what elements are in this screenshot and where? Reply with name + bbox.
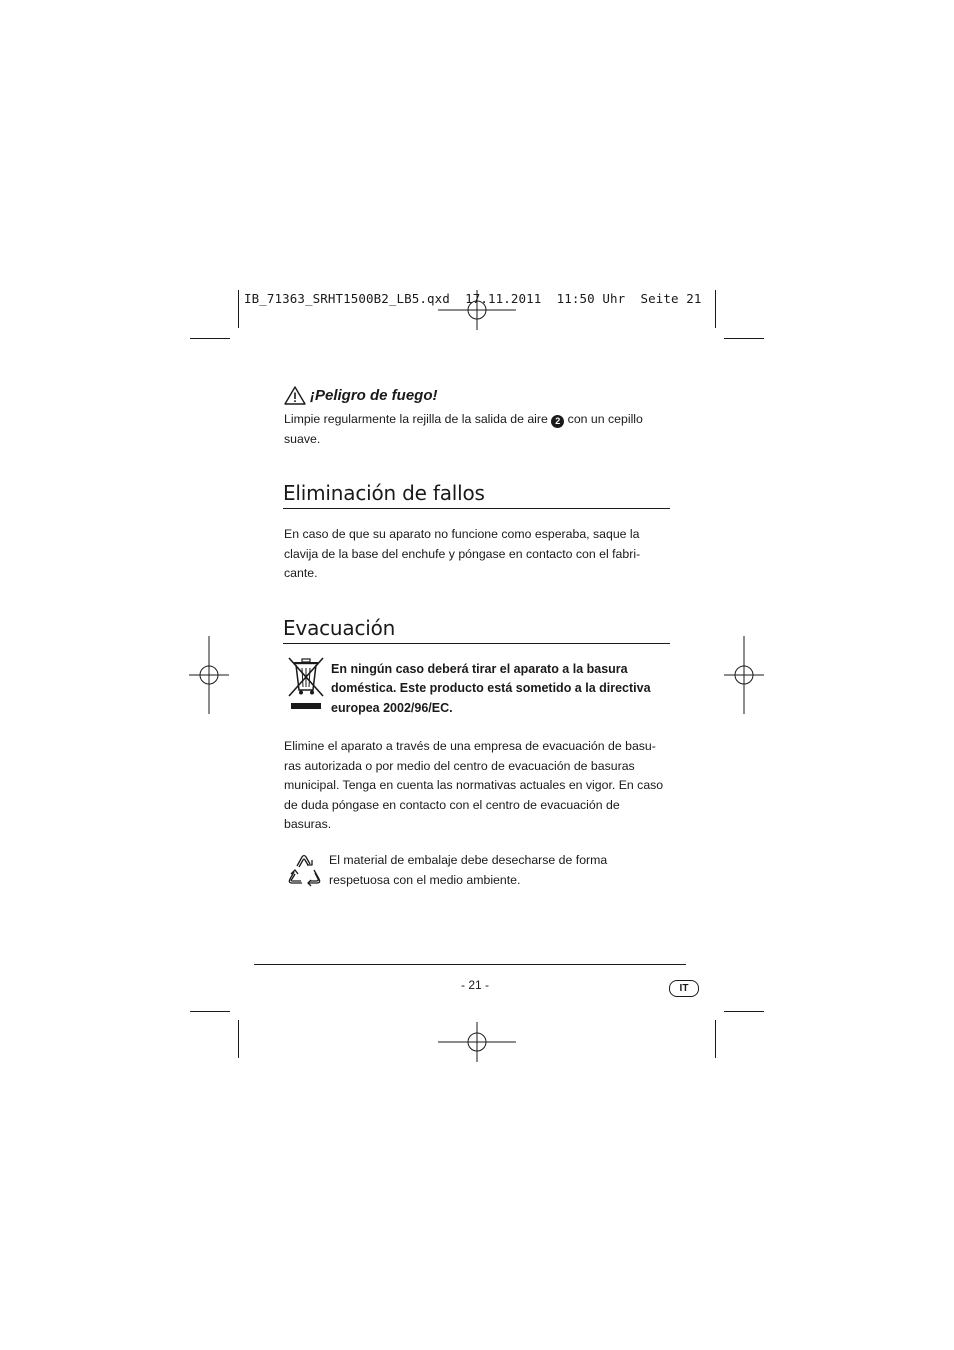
recycle-notice: El material de embalaje debe desecharse de forma respetuosa con el medio ambiente. (329, 853, 608, 887)
crop-mark (238, 1020, 239, 1058)
warning-triangle-icon (284, 386, 306, 405)
faults-paragraph: En caso de que su aparato no funcione como esperaba, saque la clavija de la base del enchufe y póngase en contacto con el fabri-cante. (284, 527, 641, 581)
crop-mark (715, 290, 716, 328)
crossed-bin-icon (286, 656, 326, 714)
crop-mark (190, 1011, 230, 1012)
disposal-paragraph: Elimine el aparato a través de una empresa de evacuación de basu-ras autorizada o por medio del centro de evacuación de basuras municipal. Tenga en cuenta las normativas actuales en vigor. En caso de duda póngase en contacto con el centro de evacuación de basuras. (284, 739, 664, 832)
recycle-icon (284, 852, 324, 890)
registration-mark-icon (189, 636, 229, 714)
crop-mark (238, 290, 239, 328)
registration-mark-icon (724, 636, 764, 714)
warning-title: ¡Peligro de fuego! (310, 387, 438, 404)
crop-mark (724, 1011, 764, 1012)
reference-number-badge: 2 (551, 415, 564, 428)
crop-mark (190, 338, 230, 339)
slug-line: IB_71363_SRHT1500B2_LB5.qxd 17.11.2011 11:50 Uhr Seite 21 (244, 291, 702, 306)
footer-rule (254, 964, 686, 965)
crop-mark (715, 1020, 716, 1058)
warning-text: Limpie regularmente la rejilla de la salida de aire 2 con un cepillo suave. (284, 412, 643, 446)
crop-mark (724, 338, 764, 339)
section-heading-faults: Eliminación de fallos (283, 481, 670, 509)
disposal-bold-notice: En ningún caso deberá tirar el aparato a la basura doméstica. Este producto está sometido a la directiva europea 2002/96/EC. (331, 662, 651, 715)
warning-heading (284, 386, 438, 405)
registration-mark-icon (437, 1022, 517, 1062)
language-badge: IT (669, 980, 699, 997)
page-number: - 21 - (460, 978, 489, 992)
section-heading-disposal: Evacuación (283, 616, 670, 644)
